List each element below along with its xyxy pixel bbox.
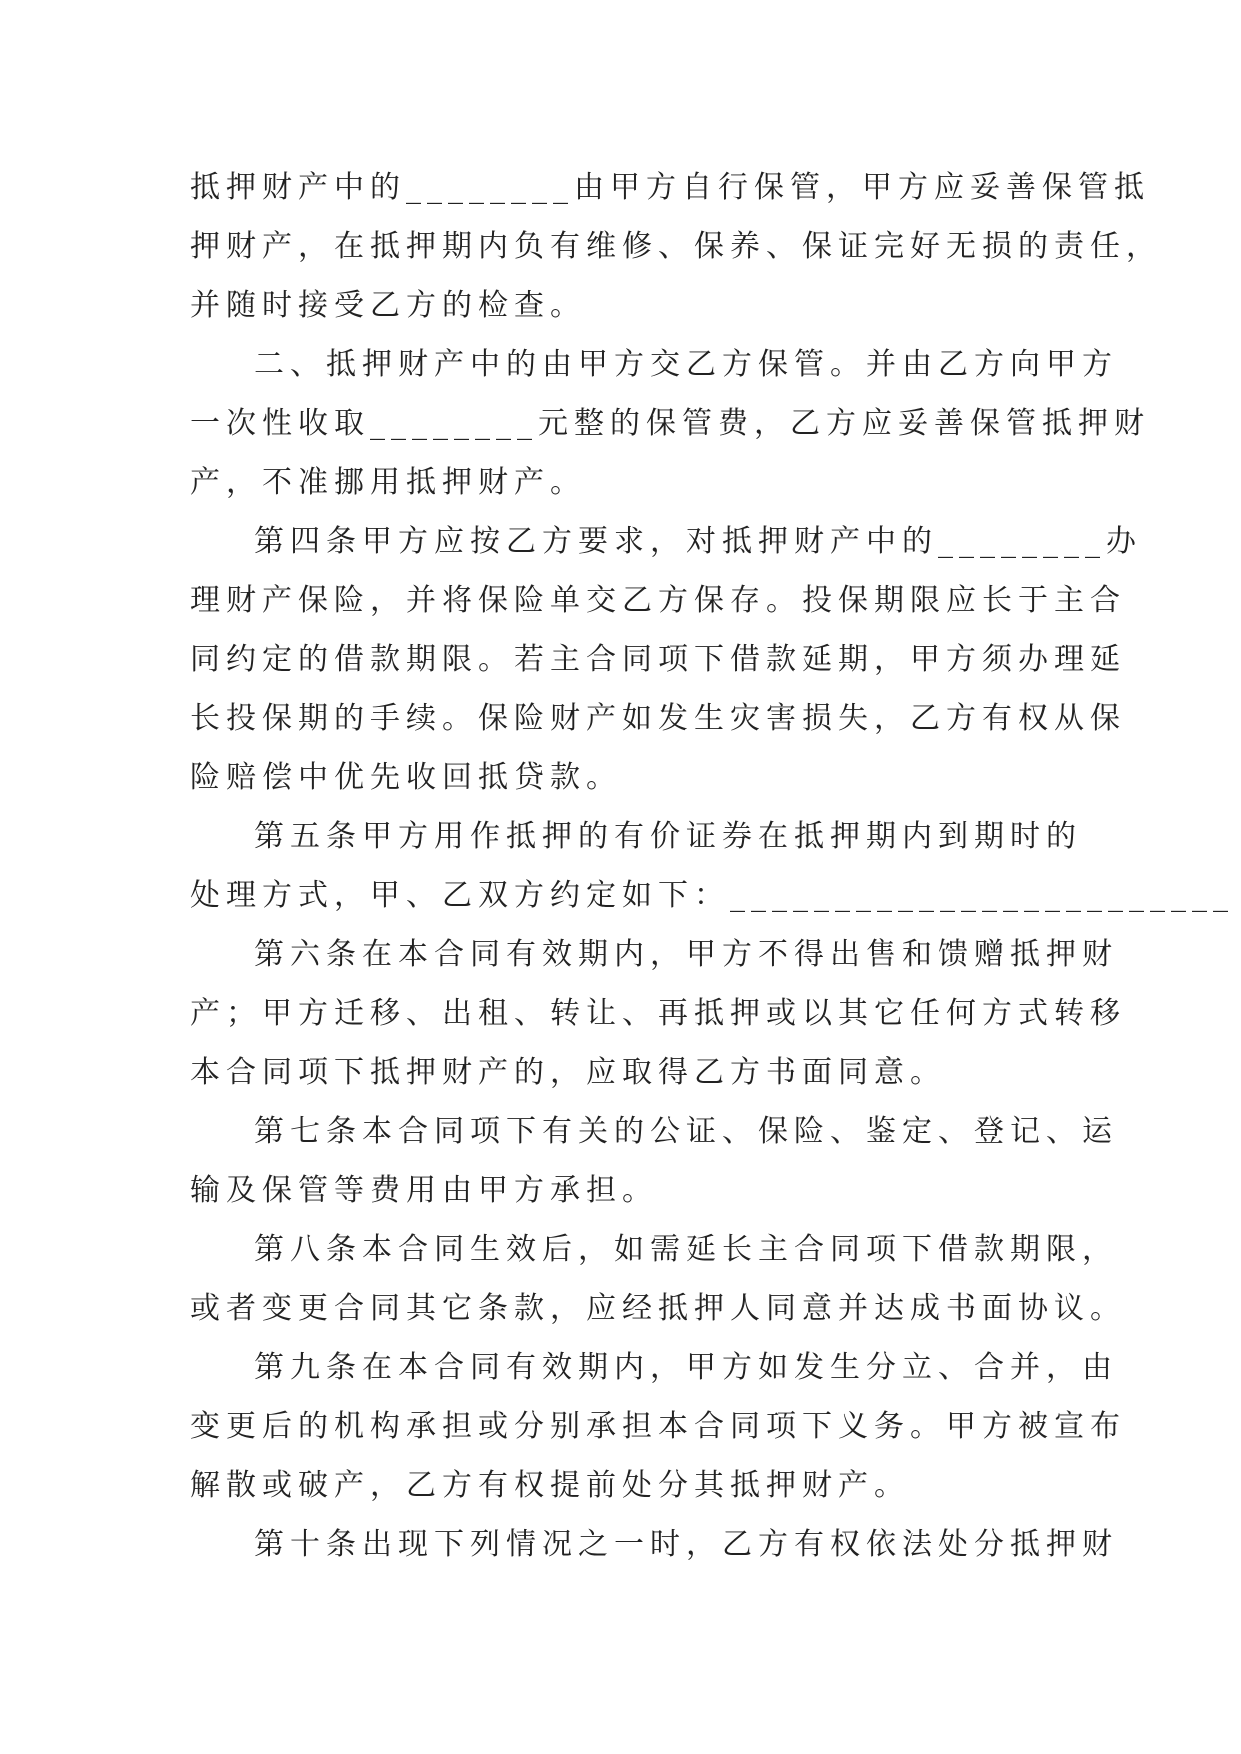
text-line-1: 抵押财产中的________由甲方自行保管，甲方应妥善保管抵: [190, 170, 1150, 205]
text-line-2: 押财产，在抵押期内负有维修、保养、保证完好无损的责任，: [190, 229, 1162, 264]
text-line-17: 第七条本合同项下有关的公证、保险、鉴定、登记、运: [254, 1114, 1118, 1149]
text-line-7: 第四条甲方应按乙方要求，对抵押财产中的________办: [254, 524, 1142, 559]
text-line-6: 产，不准挪用抵押财产。: [190, 465, 586, 500]
contract-body: [190, 158, 1234, 1574]
text-line-12: 第五条甲方用作抵押的有价证券在抵押期内到期时的: [254, 819, 1082, 854]
text-line-9: 同约定的借款期限。若主合同项下借款延期，甲方须办理延: [190, 642, 1126, 677]
text-line-13: 处理方式，甲、乙双方约定如下：________________________: [190, 878, 1234, 913]
text-line-11: 险赔偿中优先收回抵贷款。: [190, 760, 622, 795]
text-line-21: 第九条在本合同有效期内，甲方如发生分立、合并，由: [254, 1350, 1118, 1385]
text-line-20: 或者变更合同其它条款，应经抵押人同意并达成书面协议。: [190, 1291, 1126, 1326]
text-line-19: 第八条本合同生效后，如需延长主合同项下借款期限，: [254, 1232, 1118, 1267]
text-line-3: 并随时接受乙方的检查。: [190, 288, 586, 323]
text-line-5: 一次性收取________元整的保管费，乙方应妥善保管抵押财: [190, 406, 1150, 441]
text-line-18: 输及保管等费用由甲方承担。: [190, 1173, 658, 1208]
text-line-24: 第十条出现下列情况之一时，乙方有权依法处分抵押财: [254, 1527, 1118, 1562]
text-line-14: 第六条在本合同有效期内，甲方不得出售和馈赠抵押财: [254, 937, 1118, 972]
text-line-15: 产；甲方迁移、出租、转让、再抵押或以其它任何方式转移: [190, 996, 1126, 1031]
text-line-16: 本合同项下抵押财产的，应取得乙方书面同意。: [190, 1055, 946, 1090]
text-line-8: 理财产保险，并将保险单交乙方保存。投保期限应长于主合: [190, 583, 1126, 618]
text-line-10: 长投保期的手续。保险财产如发生灾害损失，乙方有权从保: [190, 701, 1126, 736]
text-line-4: 二、抵押财产中的由甲方交乙方保管。并由乙方向甲方: [254, 347, 1118, 382]
text-line-22: 变更后的机构承担或分别承担本合同项下义务。甲方被宣布: [190, 1409, 1126, 1444]
text-line-23: 解散或破产，乙方有权提前处分其抵押财产。: [190, 1468, 910, 1503]
